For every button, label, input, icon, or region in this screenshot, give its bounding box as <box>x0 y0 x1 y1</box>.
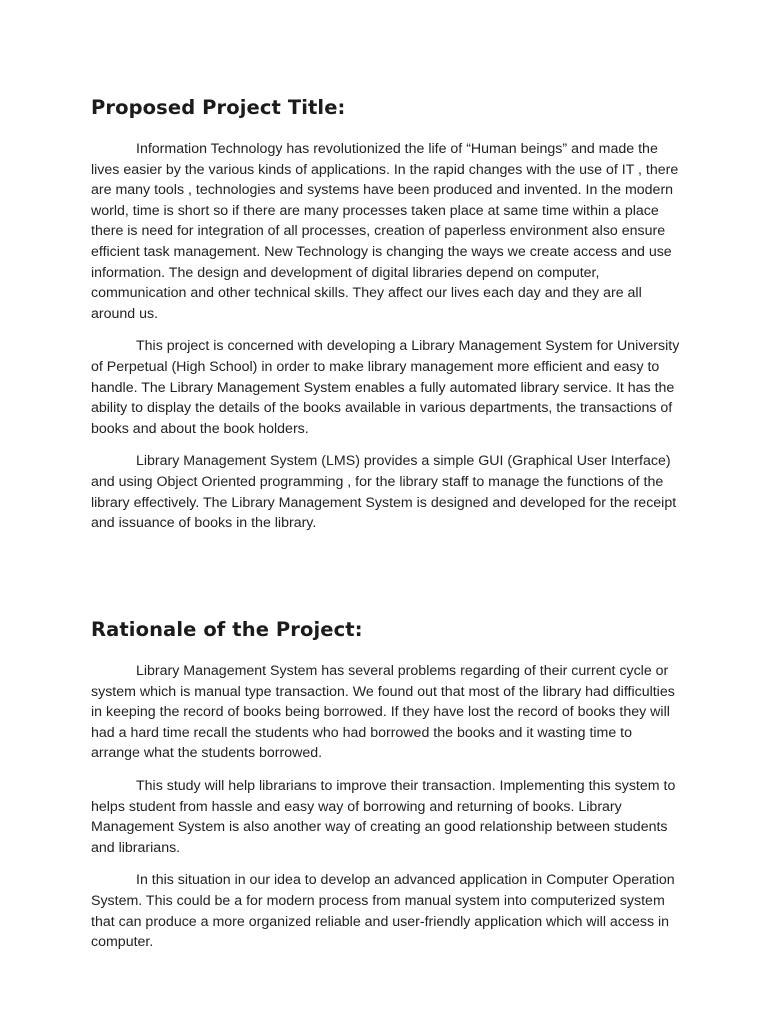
section-heading: Proposed Project Title: <box>91 96 346 119</box>
paragraph: Information Technology has revolutionized the life of “Human beings” and made the lives easier by the various kinds of applications. In the rapid changes with the use of IT , there are many tools , technologies and systems have been produced and invented. In the modern world, time is short so if there are many processes taken place at same time within a place there is need for integration of all processes, creation of paperless environment also ensure efficient task management. New Technology is changing the ways we create access and use information. The design and development of digital libraries depend on computer, communication and other technical skills. They affect our lives each day and they are all around us. <box>91 141 679 322</box>
paragraph: This study will help librarians to improve their transaction. Implementing this system to helps student from hassle and easy way of borrowing and returning of books. Library Management System is also another way of creating an good relationship between students and librarians. <box>91 777 676 856</box>
rationale-section <box>91 616 681 965</box>
paragraph: In this situation in our idea to develop an advanced application in Computer Operation System. This could be a for modern process from manual system into computerized system that can produce a more organized reliable and user-friendly application which will access in computer. <box>91 872 675 951</box>
paragraph: Library Management System (LMS) provides a simple GUI (Graphical User Interface) and using Object Oriented programming , for the library staff to manage the functions of the library effectively. The Library Management System is designed and developed for the receipt and issuance of books in the library. <box>91 453 677 532</box>
proposed-project-title-section <box>91 94 681 546</box>
paragraph: Library Management System has several problems regarding of their current cycle or system which is manual type transaction. We found out that most of the library had difficulties in keeping the record of books being borrowed. If they have lost the record of books they will had a hard time recall the students who had borrowed the books and it wasting time to arrange what the students borrowed. <box>91 663 675 762</box>
paragraph: This project is concerned with developing a Library Management System for University of Perpetual (High School) in order to make library management more efficient and easy to handle. The Library Management System enables a fully automated library service. It has the ability to display the details of the books available in various departments, the transactions of books and about the book holders. <box>91 338 680 437</box>
section-heading: Rationale of the Project: <box>91 618 363 641</box>
